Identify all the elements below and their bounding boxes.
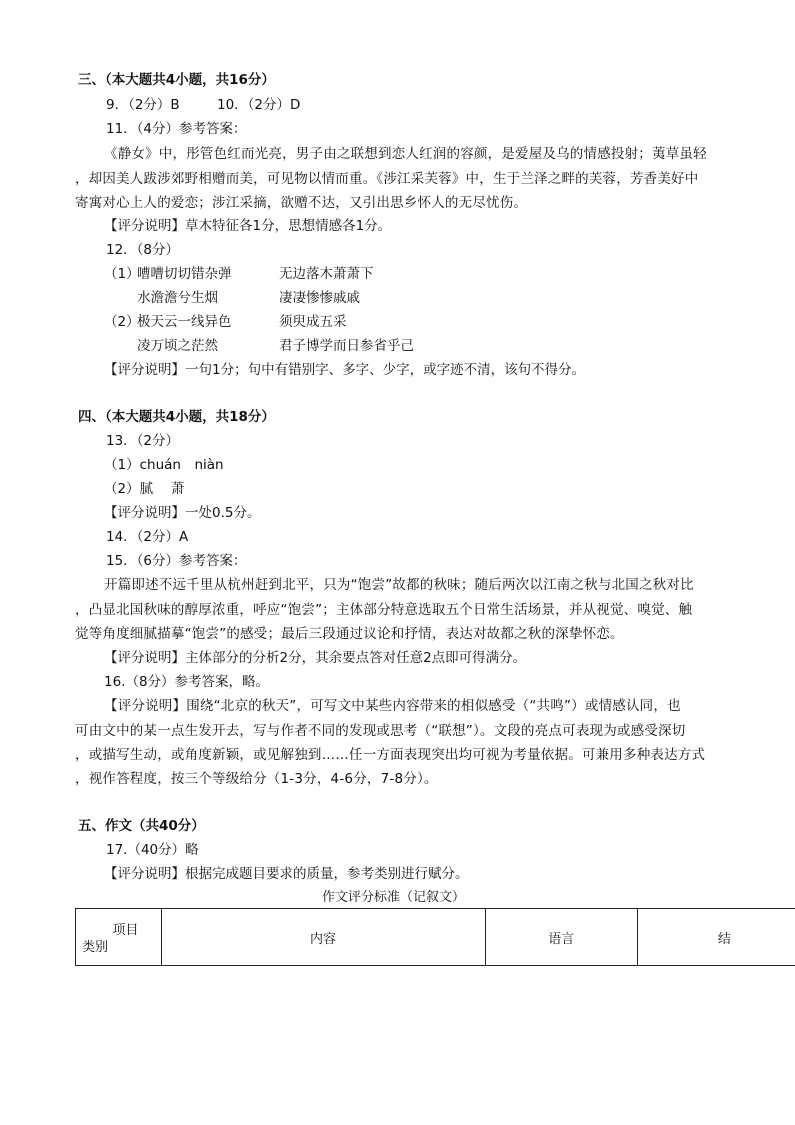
table-title: 作文评分标准（记叙文） [322, 890, 466, 905]
header-cell-item-category [76, 909, 162, 966]
q12-row-a: 极天云一线异色 [137, 314, 232, 330]
header-cell-content: 内容 [161, 909, 485, 966]
q14-answer: 14．（2分）A [106, 529, 189, 545]
table-header-row [76, 909, 795, 966]
q9-answer: 9．（2分）B [106, 97, 180, 113]
q12-row-a: 水澹澹兮生烟 [137, 290, 218, 306]
scoring-rubric-table [75, 908, 795, 966]
q12-row-a: 嘈嘈切切错杂弹 [137, 266, 232, 282]
q12-scoring-note: 【评分说明】一句1分；句中有错别字、多字、少字，或字迹不清，该句不得分。 [104, 362, 586, 378]
q11-header: 11．（4分）参考答案： [106, 121, 247, 137]
q12-row-a: 凌万顷之茫然 [137, 338, 218, 354]
q16-header: 16.（8分）参考答案，略。 [104, 674, 270, 690]
q13-part-2: （2）腻 萧 [104, 481, 185, 497]
q17-scoring-note: 【评分说明】根据完成题目要求的质量，参考类别进行赋分。 [104, 866, 469, 882]
q12-row-b: 君子博学而日参省乎己 [279, 338, 414, 354]
q11-scoring-note: 【评分说明】草木特征各1分，思想情感各1分。 [104, 218, 392, 234]
q16-note-line: ，视作答程度，按三个等级给分（1-3分，4-6分，7-8分）。 [75, 771, 438, 787]
q15-answer-line: 觉等角度细腻描摹“饱尝”的感受；最后三段通过议论和抒情，表达对故都之秋的深挚怀恋。 [75, 626, 624, 642]
section-5-heading: 五、作文（共40分） [78, 818, 205, 834]
header-cell-structure: 结 [637, 909, 795, 966]
header-cell-language: 语言 [485, 909, 637, 966]
q11-answer-line: 寄寓对心上人的爱恋；涉江采摘，欲赠不达，又引出思乡怀人的无尽忧伤。 [75, 195, 528, 211]
section-4-heading: 四、（本大题共4小题，共18分） [78, 409, 275, 425]
q12-header: 12．（8分） [106, 242, 180, 258]
q15-answer-line: 开篇即述不远千里从杭州赶到北平，只为“饱尝”故都的秋味；随后两次以江南之秋与北国之秋对比 [104, 577, 694, 593]
header-item-label: 项目 [112, 923, 139, 938]
q16-note-line: 可由文中的某一点生发开去，写与作者不同的发现或思考（“联想”）。文段的亮点可表现为或感受深切 [75, 723, 686, 739]
q16-note-line: ，或描写生动，或角度新颖，或见解独到……任一方面表现突出均可视为考量依据。可兼用多种表达方式 [75, 747, 706, 763]
q12-row-b: 须臾成五采 [279, 314, 347, 330]
q16-note-line: 【评分说明】围绕“北京的秋天”，可写文中某些内容带来的相似感受（“共鸣”）或情感认同，也 [104, 698, 681, 714]
q12-row-b: 凄凄惨惨戚戚 [279, 290, 360, 306]
q13-part-1: （1）chuán niàn [104, 457, 224, 473]
q11-answer-line: 《静女》中，彤管色红而光亮，男子由之联想到恋人红润的容颜，是爱屋及乌的情感投射；荑草虽轻 [104, 146, 707, 162]
q12-row-b: 无边落木萧萧下 [279, 266, 374, 282]
q15-scoring-note: 【评分说明】主体部分的分析2分，其余要点答对任意2点即可得满分。 [104, 650, 527, 666]
section-3-heading: 三、（本大题共4小题，共16分） [78, 72, 275, 88]
q15-header: 15．（6分）参考答案： [106, 553, 247, 569]
q13-scoring-note: 【评分说明】一处0.5分。 [104, 505, 261, 521]
q10-answer: 10．（2分）D [217, 97, 301, 113]
q13-header: 13．（2分） [106, 433, 180, 449]
q12-row-num: （1） [104, 266, 140, 282]
q17-header: 17.（40分）略 [106, 842, 199, 858]
q11-answer-line: ，却因美人跋涉郊野相赠而美，可见物以情而重。《涉江采芙蓉》中，生于兰泽之畔的芙蓉，芳香美好中 [75, 171, 699, 187]
q15-answer-line: ，凸显北国秋味的醇厚浓重，呼应“饱尝”；主体部分特意选取五个日常生活场景，并从视觉、嗅觉、触 [75, 602, 693, 618]
q12-row-num: （2） [104, 314, 140, 330]
header-category-label: 类别 [82, 940, 109, 955]
